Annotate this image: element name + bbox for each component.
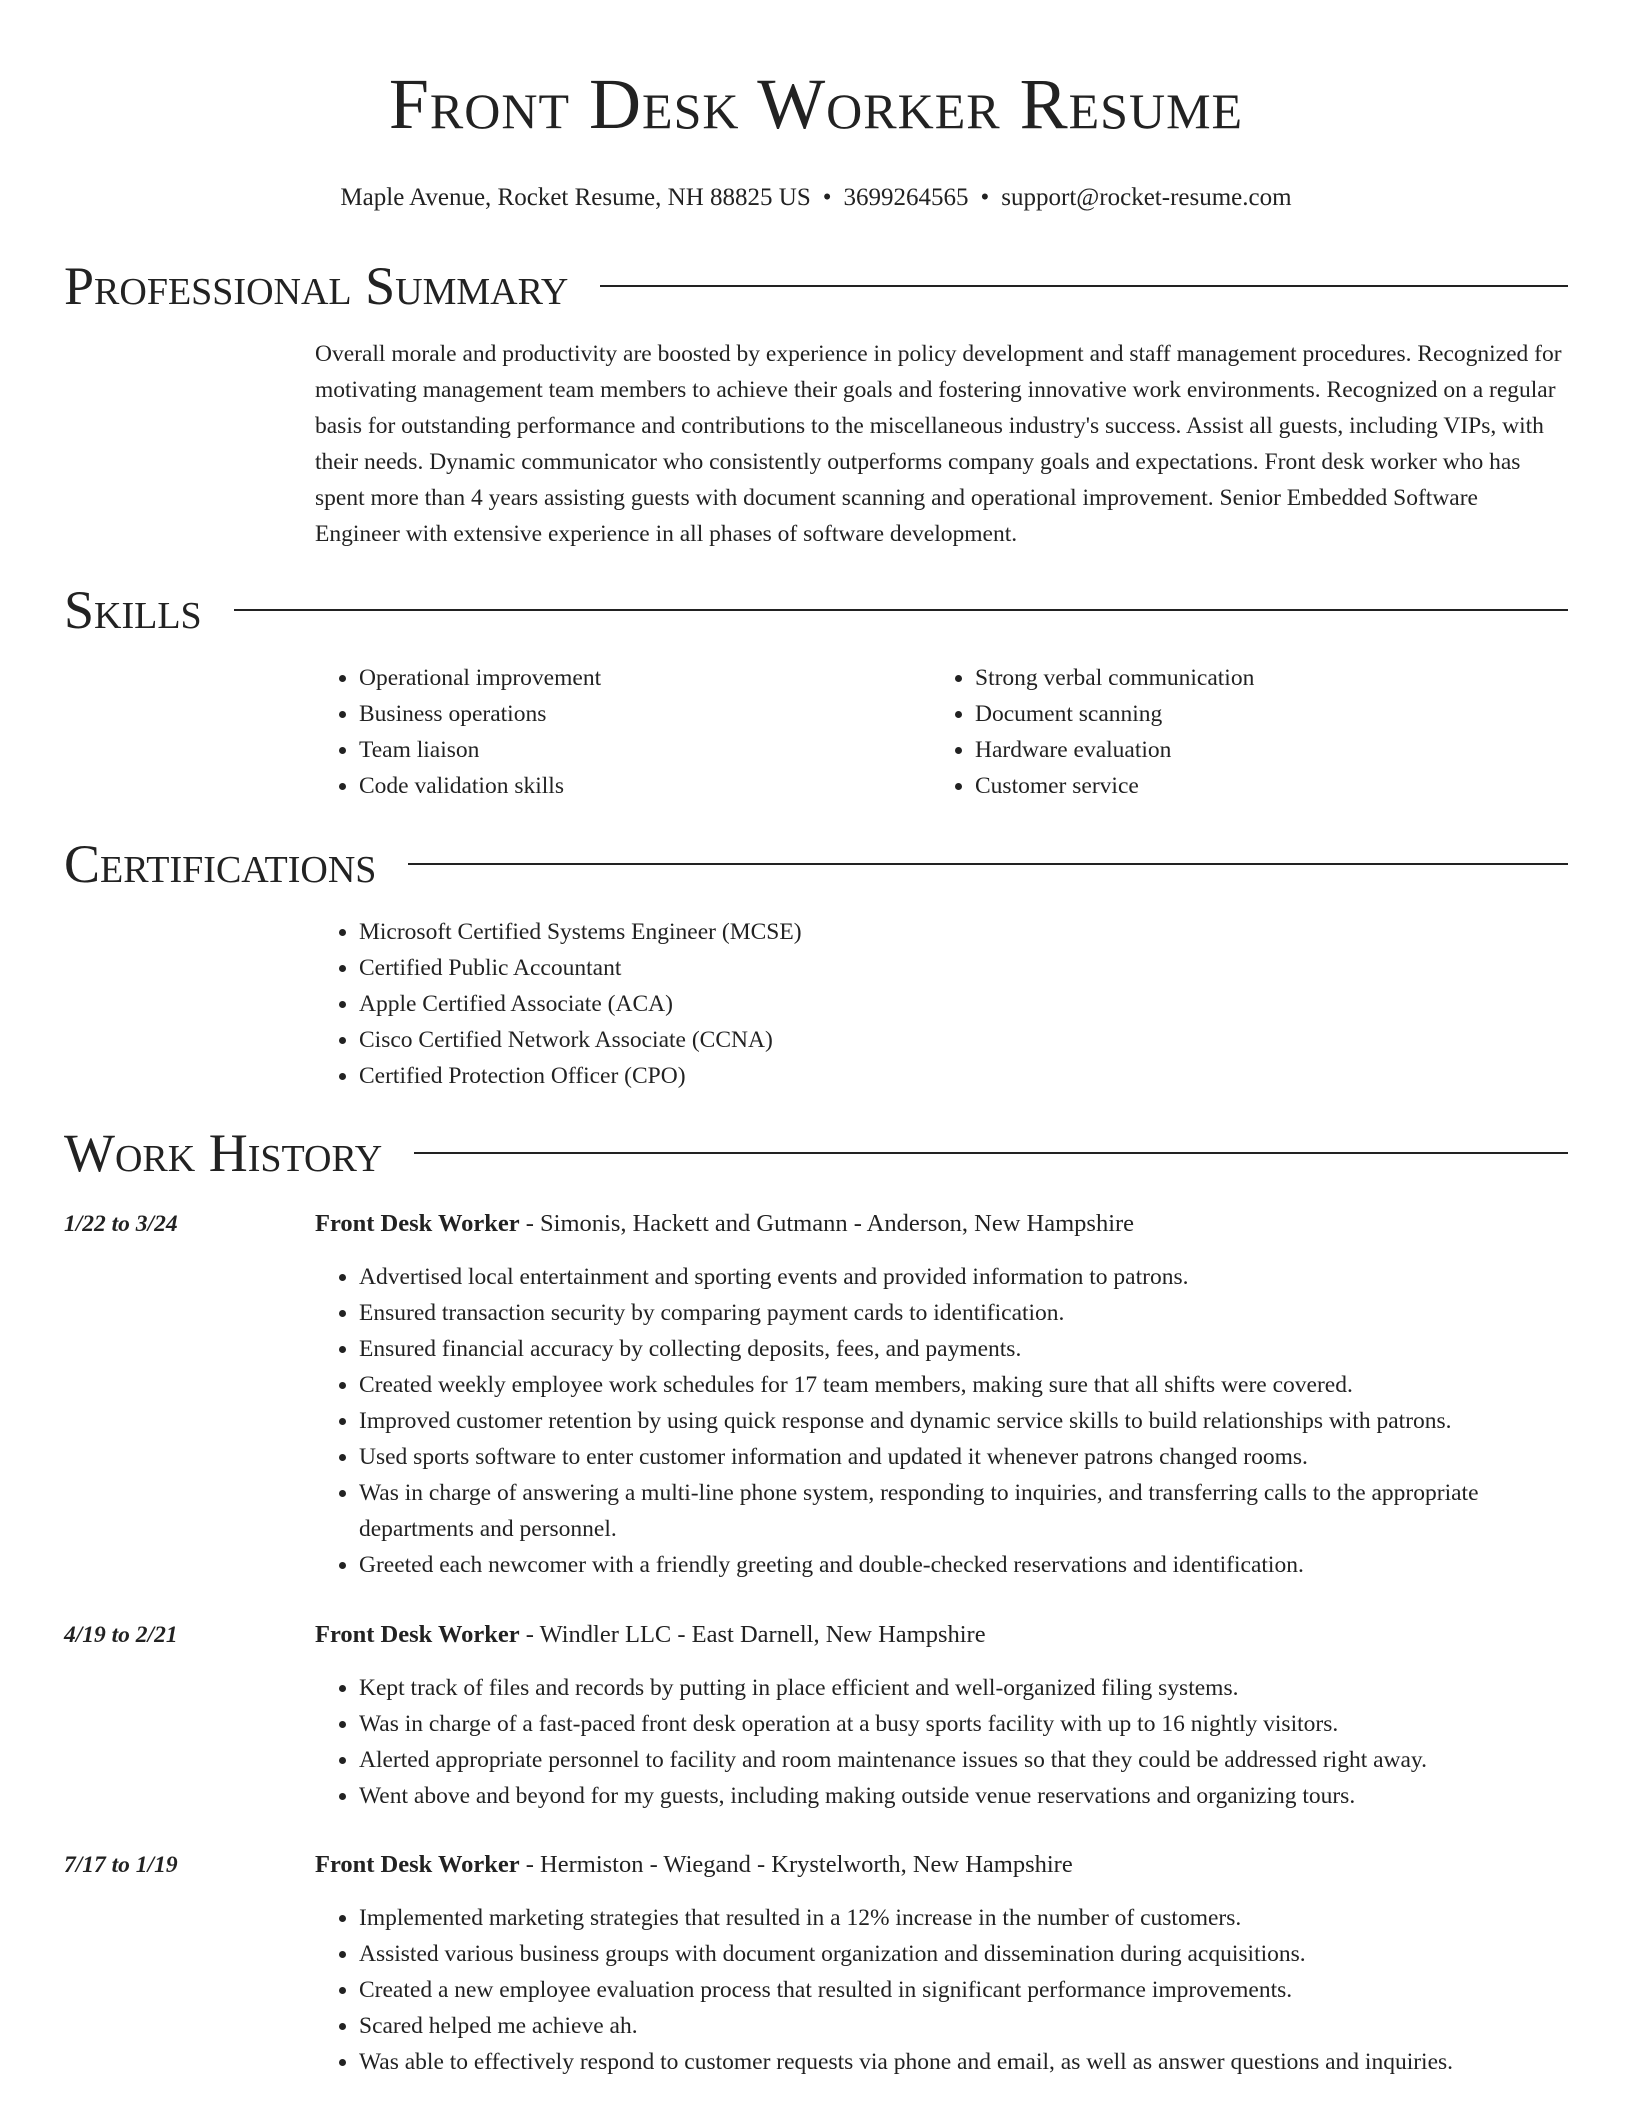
section-divider [408, 863, 1568, 865]
job-bullet: • Kept track of files and records by putting in place efficient and well-organized filing systems. [359, 1670, 1568, 1706]
section-divider [600, 285, 1568, 287]
job-company-location: - Windler LLC - East Darnell, New Hampshire [519, 1621, 986, 1648]
skill-item: • Hardware evaluation [975, 732, 1547, 768]
skills-column-right [931, 660, 1547, 804]
job-heading [315, 1847, 1568, 1883]
job-bullet: • Was in charge of answering a multi-line phone system, responding to inquiries, and transferring calls to the appropriate departments and personnel. [359, 1475, 1568, 1547]
skill-item: • Document scanning [975, 696, 1547, 732]
job-dates: 1/22 to 3/24 [64, 1211, 178, 1237]
summary-section-header [64, 256, 1568, 316]
certification-item: • Certified Public Accountant [359, 950, 1568, 986]
job-bullet: • Advertised local entertainment and sporting events and provided information to patrons. [359, 1259, 1568, 1295]
job-bullet: • Improved customer retention by using quick response and dynamic service skills to build relationships with patrons. [359, 1403, 1568, 1439]
phone: 3699264565 [843, 184, 969, 211]
job-bullet: • Created weekly employee work schedules for 17 team members, making sure that all shifts were covered. [359, 1367, 1568, 1403]
skills-column-left [315, 660, 931, 804]
job-bullet: • Assisted various business groups with document organization and dissemination during acquisitions. [359, 1936, 1568, 1972]
job-body [315, 1206, 1568, 1583]
certification-item: • Apple Certified Associate (ACA) [359, 986, 1568, 1022]
work-history-section-header [64, 1123, 1568, 1183]
job-bullet-list [315, 1259, 1568, 1583]
job-dates: 4/19 to 2/21 [64, 1622, 178, 1648]
job-heading [315, 1206, 1568, 1242]
job-bullet-list [315, 1670, 1568, 1814]
job-bullet: • Used sports software to enter customer information and updated it whenever patrons changed rooms. [359, 1439, 1568, 1475]
certification-item: • Microsoft Certified Systems Engineer (MCSE) [359, 914, 1568, 950]
certifications-section-header [64, 834, 1568, 894]
resume-page [64, 0, 1568, 2075]
job-body [315, 1847, 1568, 2080]
certifications-list [315, 914, 1568, 1094]
job-bullet: • Alerted appropriate personnel to facility and room maintenance issues so that they could be addressed right away. [359, 1742, 1568, 1778]
section-heading-work-history: Work History [64, 1123, 383, 1183]
skill-item: • Business operations [359, 696, 931, 732]
job-role: Front Desk Worker [315, 1851, 520, 1878]
job-bullet: • Scared helped me achieve ah. [359, 2008, 1568, 2044]
skill-item: • Customer service [975, 768, 1547, 804]
skill-item: • Code validation skills [359, 768, 931, 804]
job-bullet: • Ensured transaction security by comparing payment cards to identification. [359, 1295, 1568, 1331]
job-body [315, 1617, 1568, 1814]
contact-info [64, 182, 1568, 214]
job-bullet-list [315, 1900, 1568, 2080]
section-heading-skills: Skills [64, 580, 202, 640]
certification-item: • Cisco Certified Network Associate (CCNA) [359, 1022, 1568, 1058]
certification-item: • Certified Protection Officer (CPO) [359, 1058, 1568, 1094]
job-bullet: • Created a new employee evaluation process that resulted in significant performance improvements. [359, 1972, 1568, 2008]
job-role: Front Desk Worker [315, 1210, 520, 1237]
job-bullet: • Ensured financial accuracy by collecting deposits, fees, and payments. [359, 1331, 1568, 1367]
contact-separator: • [980, 184, 990, 211]
skills-list [315, 660, 1568, 804]
job-bullet: • Was able to effectively respond to customer requests via phone and email, as well as answer questions and inquiries. [359, 2044, 1568, 2080]
section-heading-summary: Professional Summary [64, 256, 569, 316]
job-dates: 7/17 to 1/19 [64, 1852, 178, 1878]
job-bullet: • Implemented marketing strategies that resulted in a 12% increase in the number of customers. [359, 1900, 1568, 1936]
job-bullet: • Greeted each newcomer with a friendly greeting and double-checked reservations and identification. [359, 1547, 1568, 1583]
section-heading-certifications: Certifications [64, 834, 377, 894]
section-divider [234, 609, 1568, 611]
job-company-location: - Hermiston - Wiegand - Krystelworth, New Hampshire [519, 1851, 1073, 1878]
address: Maple Avenue, Rocket Resume, NH 88825 US [340, 184, 811, 211]
resume-title: Front Desk Worker Resume [388, 64, 1244, 144]
job-bullet: • Was in charge of a fast-paced front desk operation at a busy sports facility with up to 16 nightly visitors. [359, 1706, 1568, 1742]
job-heading [315, 1617, 1568, 1653]
job-company-location: - Simonis, Hackett and Gutmann - Anderson, New Hampshire [519, 1210, 1135, 1237]
skills-section-header [64, 580, 1568, 640]
email: support@rocket-resume.com [1001, 184, 1292, 211]
skill-item: • Operational improvement [359, 660, 931, 696]
job-role: Front Desk Worker [315, 1621, 520, 1648]
skill-item: • Strong verbal communication [975, 660, 1547, 696]
section-divider [414, 1152, 1568, 1154]
contact-separator: • [822, 184, 832, 211]
skill-item: • Team liaison [359, 732, 931, 768]
summary-text: Overall morale and productivity are boosted by experience in policy development and staff management procedures. Recognized for motivating management team members to achieve their goals and fostering innovative work environments. Recognized on a regular basis for outstanding performance and contributions to the miscellaneous industry's success. Assist all guests, including VIPs, with their needs. Dynamic communicator who consistently outperforms company goals and expectations. Front desk worker who has spent more than 4 years assisting guests with document scanning and operational improvement. Senior Embedded Software Engineer with extensive experience in all phases of software development. [315, 341, 1562, 547]
job-bullet: • Went above and beyond for my guests, including making outside venue reservations and organizing tours. [359, 1778, 1568, 1814]
